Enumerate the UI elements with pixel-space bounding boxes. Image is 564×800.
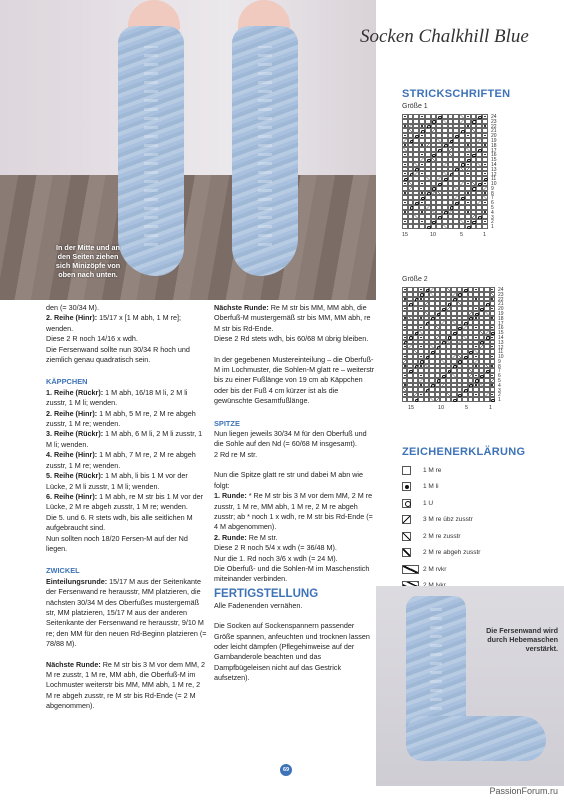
chart-row-label: 21 <box>491 128 497 135</box>
chart-row-label: 1 <box>491 224 494 231</box>
legend-heading: ZEICHENERKLÄRUNG <box>402 446 526 458</box>
chart-row-label: 1 <box>498 397 501 404</box>
page-number: 69 <box>280 764 292 776</box>
legend-symbol-diag <box>402 532 411 541</box>
chart-row-label: 8 <box>498 363 501 370</box>
chart-row-label: 7 <box>491 195 494 202</box>
watermark: PassionForum.ru <box>489 786 558 796</box>
socks-photo-top <box>0 0 376 300</box>
photo-caption-top: In der Mitte und an den Seiten ziehen sich Minizöpfe von oben nach unten. <box>55 243 121 279</box>
chart-row-label: 24 <box>498 287 504 293</box>
col1-p2: 2. Reihe (Hinr): 15/17 x [1 M abh, 1 M re]; wenden. <box>46 313 182 333</box>
chart-row-label: 4 <box>491 209 494 216</box>
legend-label: 3 M re übz zusstr <box>423 516 473 524</box>
heading-kaeppchen: KÄPPCHEN <box>46 377 88 387</box>
legend-row <box>402 528 552 545</box>
legend-label: 1 M li <box>423 483 439 491</box>
col1-p1: den (= 30/34 M). <box>46 303 99 312</box>
chart-row-label: 14 <box>498 334 504 341</box>
size2-label: Größe 2 <box>402 276 428 283</box>
chart-row-label: 18 <box>498 315 504 322</box>
chart-row-label: 21 <box>498 301 504 308</box>
chart-row-label: 14 <box>491 161 497 168</box>
legend-row <box>402 462 552 479</box>
chart-row-label: 22 <box>498 296 504 303</box>
heading-zwickel: ZWICKEL <box>46 566 80 576</box>
chart-row-label: 16 <box>491 152 497 159</box>
chart-row-label: 15 <box>498 330 504 337</box>
col2-next-round: Nächste Runde: Re M str bis MM, MM abh, die Oberfuß-M mustergemäß str bis MM, MM abh, re M str bis Rd-Ende. <box>214 303 371 333</box>
chart-row-label: 12 <box>491 171 497 178</box>
text-column-1 <box>46 303 208 712</box>
legend-row <box>402 512 552 529</box>
chart2-col-15: 15 <box>408 405 415 411</box>
chart-row-label: 9 <box>491 185 494 192</box>
spitze-rounds: 2 Rd re M str. <box>214 449 258 459</box>
chart-row-label: 19 <box>498 310 504 317</box>
knit-chart-size1 <box>402 114 488 229</box>
size1-label: Größe 1 <box>402 103 428 110</box>
legend-symbol-diagc <box>402 548 411 557</box>
chart-row-label: 17 <box>491 147 497 154</box>
chart-row-label: 13 <box>491 166 497 173</box>
legend-label: 2 M rvkr <box>423 565 447 573</box>
symbol-legend <box>402 462 552 594</box>
col2-pattern: In der gegebenen Mustereinteilung – die Oberfuß-M im Lochmuster, die Sohlen-M glatt re – weiterstr bis zu einer Fußlänge von 19 cm ab Käppchen oder bis der Fuß 4 cm kürzer ist als die gewünschte Gesamtfußlänge. <box>214 354 375 406</box>
spitze-round1: 1. Runde: * Re M str bis 3 M vor dem MM, 2 M re zusstr, 1 M re, MM abh, 1 M re, 2 M re abgeh zusstr; ab * noch 1 x wdh, re M str bis Rd-Ende (= 4 M abgenommen). <box>214 491 373 532</box>
page-title: Socken Chalkhill Blue <box>360 26 529 47</box>
chart1-col-10: 10 <box>430 232 437 238</box>
spitze-finish: Die Oberfuß- und die Sohlen-M im Maschenstich miteinander verbinden. <box>214 563 370 584</box>
chart-row-label: 5 <box>491 205 494 212</box>
chart-row-label: 5 <box>498 378 501 385</box>
heading-fertigstellung: FERTIGSTELLUNG <box>214 587 319 600</box>
chart-row-label: 20 <box>498 306 504 313</box>
legend-label: 1 U <box>423 499 434 507</box>
chart-row-label: 3 <box>498 387 501 394</box>
chart1-col-1: 1 <box>483 232 487 238</box>
chart-row-label: 12 <box>498 344 504 351</box>
chart-row-label: 9 <box>498 358 501 365</box>
kaeppchen-row5: 5. Reihe (Rückr): 1 M abh, li bis 1 M vor der Lücke, 2 M li zusstr, 1 M li; wenden. <box>46 471 188 491</box>
chart-row-label: 6 <box>491 200 494 207</box>
chart-cell <box>482 224 488 229</box>
chart2-col-1: 1 <box>489 405 493 411</box>
kaeppchen-row4: 4. Reihe (Hinr): 1 M abh, 7 M re, 2 M re abgeh zusstr, 1 M re; wenden. <box>46 450 196 470</box>
chart2-col-10: 10 <box>438 405 445 411</box>
chart-row-label: 23 <box>491 118 497 125</box>
legend-label: 1 M re <box>423 466 442 474</box>
chart-row-label: 18 <box>491 142 497 149</box>
chart-row-label: 15 <box>491 157 497 164</box>
chart-row-label: 6 <box>498 373 501 380</box>
chart-row-label: 10 <box>491 181 497 188</box>
chart-row-label: 22 <box>491 123 497 130</box>
spitze-repeat1: Diese 2 R noch 5/4 x wdh (= 36/48 M). <box>214 543 337 553</box>
legend-row <box>402 545 552 562</box>
kaeppchen-row1: 1. Reihe (Rückr): 1 M abh, 16/18 M li, 2 M li zusstr, 1 M li; wenden. <box>46 387 188 408</box>
chart-row-label: 8 <box>491 190 494 197</box>
photo-caption-bottom: Die Fersenwand wird durch Hebemaschen verstärkt. <box>486 626 558 653</box>
chart-row-label: 3 <box>491 214 494 221</box>
legend-label: 2 M re zusstr <box>423 532 461 540</box>
photo-floor <box>0 175 376 300</box>
chart1-col-5: 5 <box>460 232 464 238</box>
chart-row-label: 24 <box>491 114 497 120</box>
fertig-p1: Alle Fadenenden vernähen. <box>214 600 303 610</box>
chart-row-label: 17 <box>498 320 504 327</box>
spitze-decrease-intro: Nun die Spitze glatt re str und dabei M abn wie folgt: <box>214 470 364 490</box>
legend-label: 2 M re abgeh zusstr <box>423 549 481 557</box>
col2-repeat: Diese 2 Rd stets wdh, bis 60/68 M übrig bleiben. <box>214 334 369 344</box>
kaeppchen-row6: 6. Reihe (Hinr): 1 M abh, re M str bis 1 M vor der Lücke, 2 M re abgeh zusstr, 1 M re; wenden. <box>46 491 203 512</box>
heading-spitze: SPITZE <box>214 418 240 428</box>
zwickel-setup: Einteilungsrunde: 15/17 M aus der Seitenkante der Fersenwand re herausstr, MM platzieren, die nächsten 30/34 M des Oberfußes mustergemäß str, MM platzieren, 15/17 M aus der anderen Seitenkante der Fersenwand re herausstr, 9/10 M re; den MM für den neuen Rd-Beginn platzieren (= 78/88 M). <box>46 576 207 649</box>
legend-row <box>402 479 552 496</box>
kaeppchen-repeat: Die 5. und 6. R stets wdh, bis alle seitlichen M aufgebraucht sind. <box>46 512 193 533</box>
chart1-col-15: 15 <box>402 232 409 238</box>
sock-left <box>118 26 184 276</box>
socks-photo-bottom <box>376 586 564 786</box>
chart-row-label: 11 <box>498 349 504 356</box>
kaeppchen-result: Nun sollten noch 18/20 Fersen-M auf der Nd liegen. <box>46 533 188 553</box>
chart-row-label: 7 <box>498 368 501 375</box>
spitze-round2: 2. Runde: Re M str. <box>214 532 278 542</box>
photo-wall <box>0 0 376 175</box>
chart-row-label: 23 <box>498 291 504 298</box>
chart-row-label: 10 <box>498 354 504 361</box>
chart-row-label: 11 <box>491 176 497 183</box>
chart2-cells <box>402 287 495 402</box>
kaeppchen-row3: 3. Reihe (Rückr): 1 M abh, 6 M li, 2 M li zusstr, 1 M li; wenden. <box>46 429 203 449</box>
zwickel-next: Nächste Runde: Re M str bis 3 M vor dem MM, 2 M re zusstr, 1 M re, MM abh, die Oberfuß-M im Lochmuster weiterstr bis MM, MM abh, 1 M re, 2 M re abgeh zusstr, re M str bis Rd-Ende (= 2 M abgenommen). <box>46 659 205 711</box>
spitze-repeat2: Nur die 1. Rd noch 3/6 x wdh (= 24 M). <box>214 553 338 563</box>
chart-cell <box>490 397 495 402</box>
fertig-p2: Die Socken auf Sockenspannern passender Größe spannen, anfeuchten und trocknen lassen oder leicht dämpfen (Pflegehinweise auf der Garnbanderole beachten und das Dampfbügeleisen nicht auf das Gestrick aufsetzen). <box>214 621 370 683</box>
legend-row <box>402 495 552 512</box>
chart-row-label: 4 <box>498 382 501 389</box>
legend-symbol-dot <box>402 482 411 491</box>
charts-heading: STRICKSCHRIFTEN <box>402 88 511 100</box>
text-column-2 <box>214 303 376 684</box>
chart-row-label: 2 <box>498 392 501 399</box>
legend-symbol-ring <box>402 499 411 508</box>
sock-foot-view <box>406 716 546 761</box>
sock-right <box>232 26 298 276</box>
chart2-col-5: 5 <box>465 405 469 411</box>
chart-row-label: 16 <box>498 325 504 332</box>
legend-row <box>402 561 552 578</box>
chart-row-label: 20 <box>491 133 497 140</box>
chart-row-label: 2 <box>491 219 494 226</box>
col1-p3: Diese 2 R noch 14/16 x wdh. <box>46 334 138 344</box>
knit-chart-size2 <box>402 287 495 402</box>
col1-p4: Die Fersenwand sollte nun 30/34 R hoch und ziemlich genau quadratisch sein. <box>46 344 190 365</box>
chart-row-label: 13 <box>498 339 504 346</box>
legend-symbol-rvkr <box>402 565 419 574</box>
chart-row-label: 19 <box>491 137 497 144</box>
chart1-cells <box>402 114 488 229</box>
legend-symbol-empty <box>402 466 411 475</box>
legend-symbol-diagb <box>402 515 411 524</box>
kaeppchen-row2: 2. Reihe (Hinr): 1 M abh, 5 M re, 2 M re abgeh zusstr, 1 M re; wenden. <box>46 408 196 429</box>
spitze-intro: Nun liegen jeweils 30/34 M für den Oberfuß und die Sohle auf den Nd (= 60/68 M insgesamt). <box>214 429 367 449</box>
